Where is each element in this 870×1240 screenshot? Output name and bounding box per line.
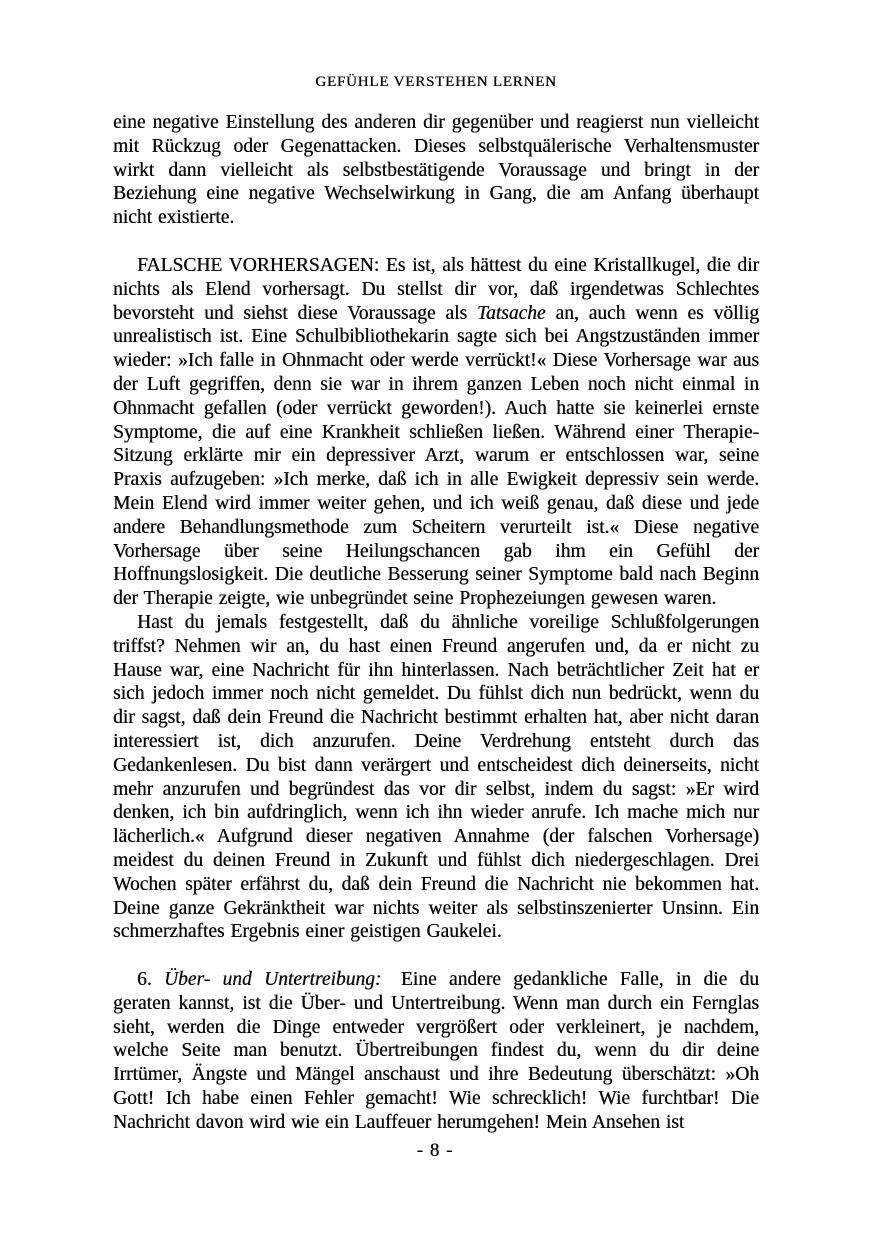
- page-number: - 8 -: [416, 1140, 454, 1161]
- text-run: Hast du jemals festgestellt, daß du ähnliche voreilige Schlußfolgerungen triffst? Nehmen wir an, du hast einen Freund angerufen und, da er nicht zu Hause war, eine Nachricht für ihn hinterlassen. Nach beträchtlicher Zeit hat er sich jedoch immer noch nicht gemeldet. Du fühlst dich nun bedrückt, wenn du dir sagst, daß dein Freund die Nachricht bestimmt erhalten hat, aber nicht daran interessiert ist, dich anzurufen. Deine Verdrehung entsteht durch das Gedankenlesen. Du bist dann verärgert und entscheidest dich deinerseits, nicht mehr anzurufen und begründest das vor dir selbst, indem du sagst: »Er wird denken, ich bin aufdringlich, wenn ich ihn wieder anrufe. Ich mache mich nur lächerlich.« Aufgrund dieser negativen Annahme (der falschen Vorhersage) meidest du deinen Freund in Zukunft und fühlst dich niedergeschlagen. Drei Wochen später erfährst du, daß dein Freund die Nachricht nie bekommen hat. Deine ganze Gekränktheit war nichts weiter als selbstinszenierter Unsinn. Ein schmerzhaftes Ergebnis einer geistigen Gaukelei.: [113, 611, 759, 943]
- text-run: an, auch wenn es völlig unrealistisch ist. Eine Schulbibliothekarin sagte sich bei Angstzuständen immer wieder: »Ich falle in Ohnmacht oder werde verrückt!« Diese Vorhersage war aus der Luft gegriffen, denn sie war in ihrem ganzen Leben noch nicht einmal in Ohnmacht gefallen (oder verrückt geworden!). Auch hatte sie keinerlei ernste Symptome, die auf eine Krankheit schließen ließen. Während einer Therapie-Sitzung erklärte mir ein depressiver Arzt, warum er entschlossen war, seine Praxis aufzugeben: »Ich merke, daß ich in alle Ewigkeit depressiv sein werde. Mein Elend wird immer weiter gehen, und ich weiß genau, daß diese und jede andere Behandlungsmethode zum Scheitern verurteilt ist.« Diese negative Vorhersage über seine Heilungschancen gab ihm ein Gefühl der Hoffnungslosigkeit. Die deutliche Besserung seiner Symptome bald nach Beginn der Therapie zeigte, wie unbegründet seine Prophezeiungen gewesen waren.: [113, 302, 759, 610]
- body-text: [113, 111, 759, 1135]
- running-header: GEFÜHLE VERSTEHEN LERNEN: [315, 74, 557, 90]
- paragraph-ueber-und-untertreibung: [113, 968, 759, 1135]
- paragraph-falsche-vorhersagen: [113, 254, 759, 611]
- paragraph-continuation: [113, 111, 759, 230]
- italic-text-run: Tatsache: [476, 302, 546, 324]
- italic-text-run: Über- und Untertreibung:: [163, 969, 382, 991]
- paragraph-gedankenlesen-beispiel: [113, 611, 759, 944]
- text-run: FALSCHE VORHERSAGEN: Es ist, als hättest du eine Kristallkugel, die dir nichts als Elend vorhersagt. Du stellst dir vor, daß irgendetwas Schlechtes bevorsteht und siehst diese Voraussage als: [113, 254, 759, 324]
- text-block: [113, 74, 759, 1135]
- text-run: 6.: [137, 969, 164, 991]
- text-run: eine negative Einstellung des anderen dir gegenüber und reagierst nun vielleicht mit Rückzug oder Gegenattacken. Dieses selbstquälerische Verhaltensmuster wirkt dann vielleicht als selbstbestätigende Voraussage und bringt in der Beziehung eine negative Wechselwirkung in Gang, die am Anfang überhaupt nicht existierte.: [113, 112, 759, 229]
- text-run: Eine andere gedankliche Falle, in die du geraten kannst, ist die Über- und Untertreibung. Wenn man durch ein Fernglas sieht, werden die Dinge entweder vergrößert oder verkleinert, je nachdem, welche Seite man benutzt. Übertreibungen findest du, wenn du dir deine Irrtümer, Ängste und Mängel anschaust und ihre Bedeutung überschätzt: »Oh Gott! Ich habe einen Fehler gemacht! Wie schrecklich! Wie furchtbar! Die Nachricht davon wird wie ein Lauffeuer herumgehen! Mein Ansehen ist: [113, 969, 759, 1133]
